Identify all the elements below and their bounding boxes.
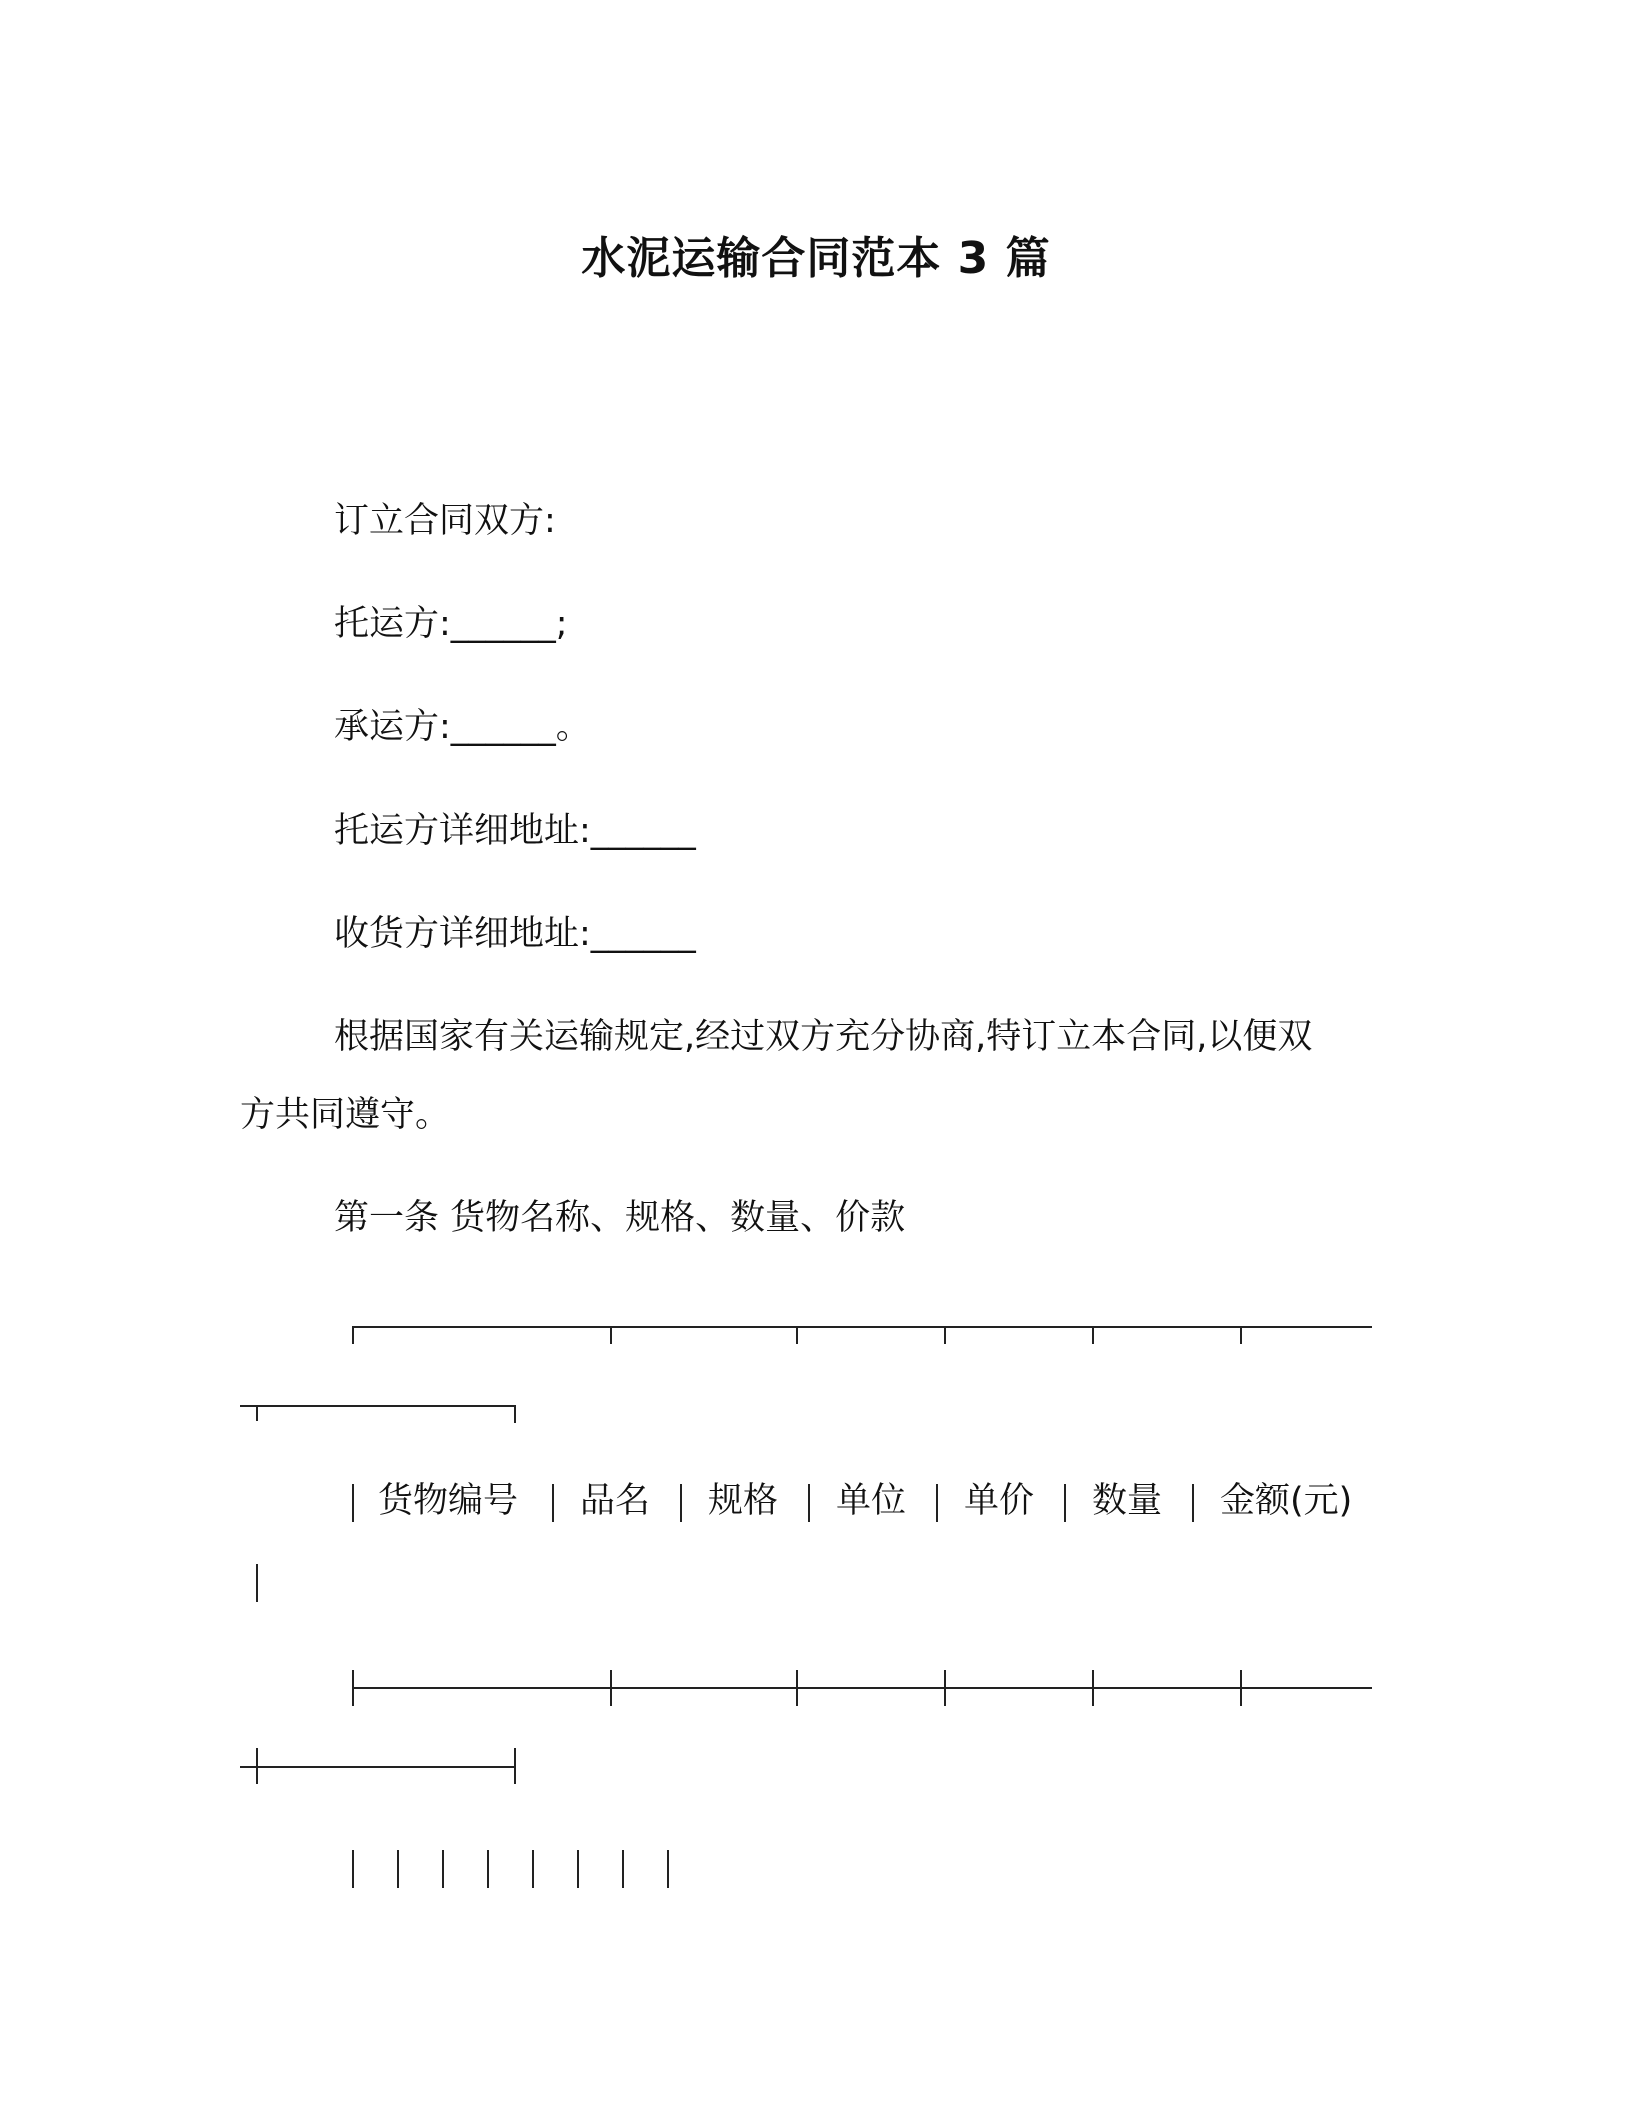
header-specification: 规格 (708, 1481, 779, 1521)
header-item-number: 货物编号 (378, 1481, 519, 1521)
header-quantity: 数量 (1092, 1481, 1163, 1521)
intro-paragraph-line1: 根据国家有关运输规定,经过双方充分协商,特订立本合同,以便双 (334, 1017, 1313, 1057)
article1-heading: 第一条 货物名称、规格、数量、价款 (334, 1198, 906, 1238)
header-amount: 金额(元) (1220, 1481, 1353, 1521)
shipper-address-line: 托运方详细地址:______ (334, 811, 696, 851)
intro-paragraph-line2: 方共同遵守。 (240, 1095, 451, 1135)
carrier-line: 承运方:______。 (334, 707, 591, 747)
document-title: 水泥运输合同范本 3 篇 (581, 233, 1051, 284)
header-unit: 单位 (836, 1481, 907, 1521)
parties-heading: 订立合同双方: (334, 501, 556, 541)
header-product-name: 品名 (580, 1481, 651, 1521)
shipper-line: 托运方:______; (334, 604, 568, 644)
consignee-address-line: 收货方详细地址:______ (334, 914, 696, 954)
header-unit-price: 单价 (964, 1481, 1035, 1521)
